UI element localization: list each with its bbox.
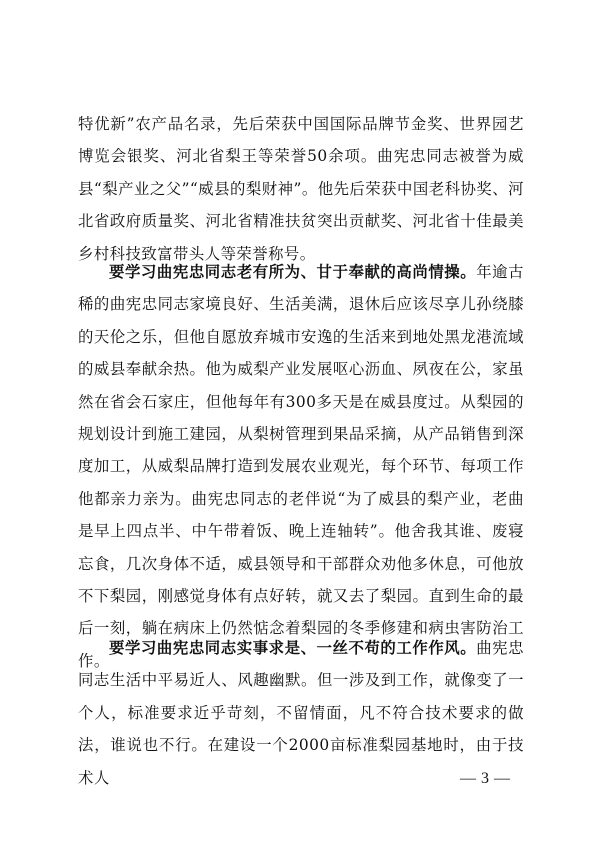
paragraph-dedication (78, 256, 524, 677)
paragraph-work-style (78, 632, 524, 794)
paragraph-work-style-lead: 要学习曲宪忠同志实事求是、一丝不苟的工作作风。 (109, 639, 477, 657)
paragraph-dedication-body: 年逾古稀的曲宪忠同志家境良好、生活美满，退休后应该尽享儿孙绕膝的天伦之乐，但他自愿放弃城市安逸的生活来到地处黑龙港流域的威县奉献余热。他为威梨产业发展呕心沥血、夙夜在公，家虽然在省会石家庄，但他每年有300多天是在威县度过。从梨园的规划设计到施工建园，从梨树管理到果品采摘，从产品销售到深度加工，从威梨品牌打造到发展农业观光，每个环节、每项工作他都亲力亲为。曲宪忠同志的老伴说“为了威县的梨产业，老曲是早上四点半、中午带着饭、晚上连轴转”。他舍我其谁、废寝忘食，几次身体不适，威县领导和干部群众劝他多休息，可他放不下梨园，刚感觉身体有点好转，就又去了梨园。直到生命的最后一刻，躺在病床上仍然惦念着梨园的冬季修建和病虫害防治工作。 (78, 263, 524, 670)
paragraph-dedication-lead: 要学习曲宪忠同志老有所为、甘于奉献的高尚情操。 (109, 263, 477, 281)
paragraph-work-style-body: 曲宪忠同志生活中平易近人、风趣幽默。但一涉及到工作，就像变了一个人，标准要求近乎苛刻，不留情面，凡不符合技术要求的做法，谁说也不行。在建设一个2000亩标准梨园基地时，由于技术人 (78, 639, 524, 787)
page-number: — 3 — (460, 770, 511, 787)
paragraph-honors: 特优新”农产品名录，先后荣获中国国际品牌节金奖、世界园艺博览会银奖、河北省梨王等荣誉50余项。曲宪忠同志被誉为威县“梨产业之父”“威县的梨财神”。他先后荣获中国老科协奖、河北省政府质量奖、河北省精准扶贫突出贡献奖、河北省十佳最美乡村科技致富带头人等荣誉称号。 (78, 115, 524, 263)
